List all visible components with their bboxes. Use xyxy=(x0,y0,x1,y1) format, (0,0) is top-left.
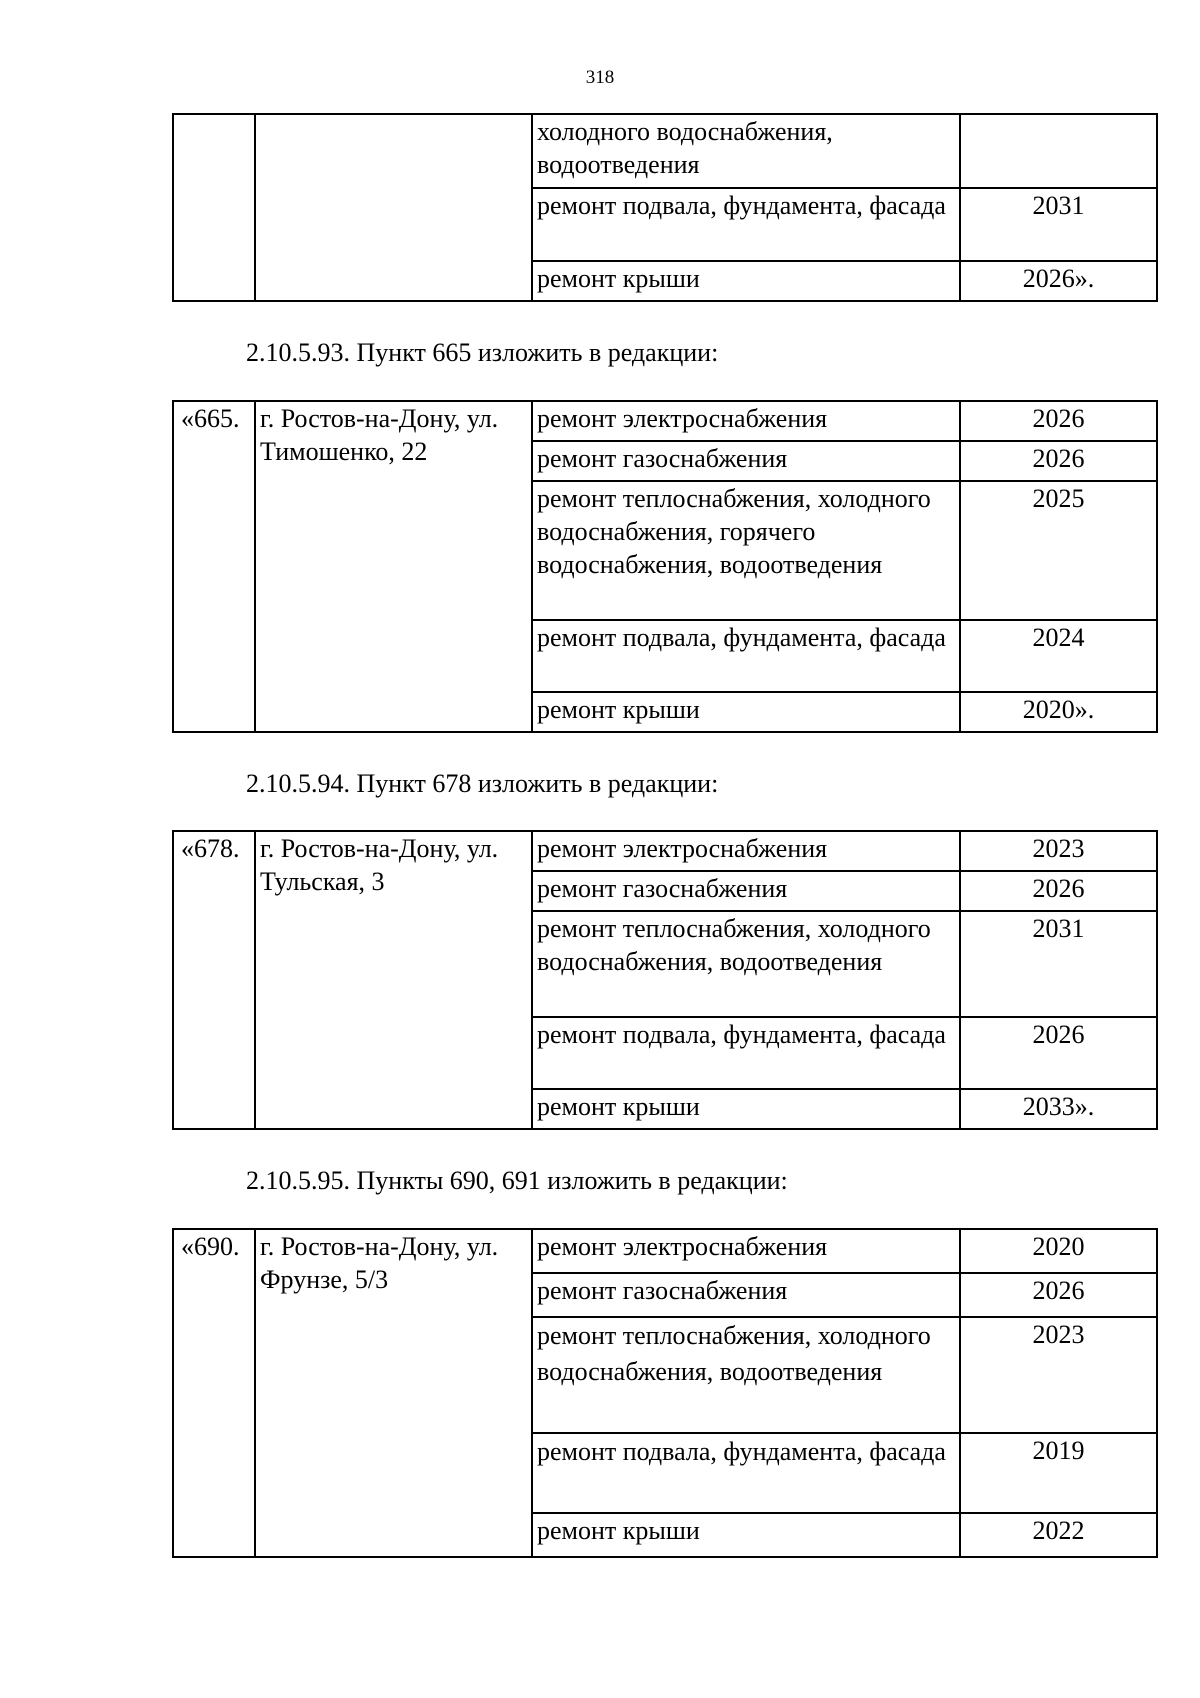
year-cell: 2026 xyxy=(960,871,1157,911)
item-table xyxy=(172,830,1158,1130)
item-address: г. Ростов-на-Дону, ул. Фрунзе, 5/3 xyxy=(255,1229,532,1557)
work-cell: ремонт электроснабжения xyxy=(532,1229,960,1273)
work-cell: ремонт теплоснабжения, холодного водоснабжения, водоотведения xyxy=(532,911,960,1017)
table-row xyxy=(173,1229,1157,1273)
table-row xyxy=(173,401,1157,441)
item-table xyxy=(172,400,1158,733)
page-number: 318 xyxy=(585,67,615,88)
year-cell: 2023 xyxy=(960,1317,1157,1433)
number-cell xyxy=(173,114,255,301)
item-address: г. Ростов-на-Дону, ул. Тульская, 3 xyxy=(255,831,532,1129)
address-cell xyxy=(255,114,532,301)
year-cell: 2022 xyxy=(960,1513,1157,1557)
year-cell xyxy=(960,114,1157,188)
work-cell: холодного водоснабжения, водоотведения xyxy=(532,114,960,188)
work-cell: ремонт подвала, фундамента, фасада xyxy=(532,620,960,692)
year-cell: 2024 xyxy=(960,620,1157,692)
section-heading: 2.10.5.93. Пункт 665 изложить в редакции: xyxy=(246,338,719,367)
section-heading: 2.10.5.95. Пункты 690, 691 изложить в редакции: xyxy=(246,1166,788,1195)
work-cell: ремонт крыши xyxy=(532,692,960,732)
item-number: «678. xyxy=(173,831,255,1129)
item-address: г. Ростов-на-Дону, ул. Тимошенко, 22 xyxy=(255,401,532,732)
work-cell: ремонт газоснабжения xyxy=(532,871,960,911)
work-cell: ремонт теплоснабжения, холодного водоснабжения, горячего водоснабжения, водоотведения xyxy=(532,481,960,620)
item-table xyxy=(172,1228,1158,1558)
year-cell: 2026 xyxy=(960,1017,1157,1089)
work-cell: ремонт крыши xyxy=(532,1513,960,1557)
table-row xyxy=(173,831,1157,871)
work-cell: ремонт крыши xyxy=(532,261,960,301)
year-cell: 2031 xyxy=(960,911,1157,1017)
year-cell: 2033». xyxy=(960,1089,1157,1129)
year-cell: 2025 xyxy=(960,481,1157,620)
work-cell: ремонт электроснабжения xyxy=(532,401,960,441)
work-cell: ремонт подвала, фундамента, фасада xyxy=(532,188,960,261)
work-cell: ремонт крыши xyxy=(532,1089,960,1129)
work-cell: ремонт теплоснабжения, холодного водоснабжения, водоотведения xyxy=(532,1317,960,1433)
year-cell: 2020 xyxy=(960,1229,1157,1273)
work-cell: ремонт газоснабжения xyxy=(532,441,960,481)
year-cell: 2026 xyxy=(960,441,1157,481)
item-number: «665. xyxy=(173,401,255,732)
year-cell: 2026 xyxy=(960,401,1157,441)
continuation-table xyxy=(172,113,1158,302)
year-cell: 2020». xyxy=(960,692,1157,732)
item-number: «690. xyxy=(173,1229,255,1557)
section-heading: 2.10.5.94. Пункт 678 изложить в редакции: xyxy=(246,769,719,798)
work-cell: ремонт газоснабжения xyxy=(532,1273,960,1317)
work-cell: ремонт подвала, фундамента, фасада xyxy=(532,1017,960,1089)
year-cell: 2026 xyxy=(960,1273,1157,1317)
table-row xyxy=(173,114,1157,188)
year-cell: 2031 xyxy=(960,188,1157,261)
work-cell: ремонт подвала, фундамента, фасада xyxy=(532,1433,960,1513)
work-cell: ремонт электроснабжения xyxy=(532,831,960,871)
year-cell: 2019 xyxy=(960,1433,1157,1513)
year-cell: 2023 xyxy=(960,831,1157,871)
year-cell: 2026». xyxy=(960,261,1157,301)
